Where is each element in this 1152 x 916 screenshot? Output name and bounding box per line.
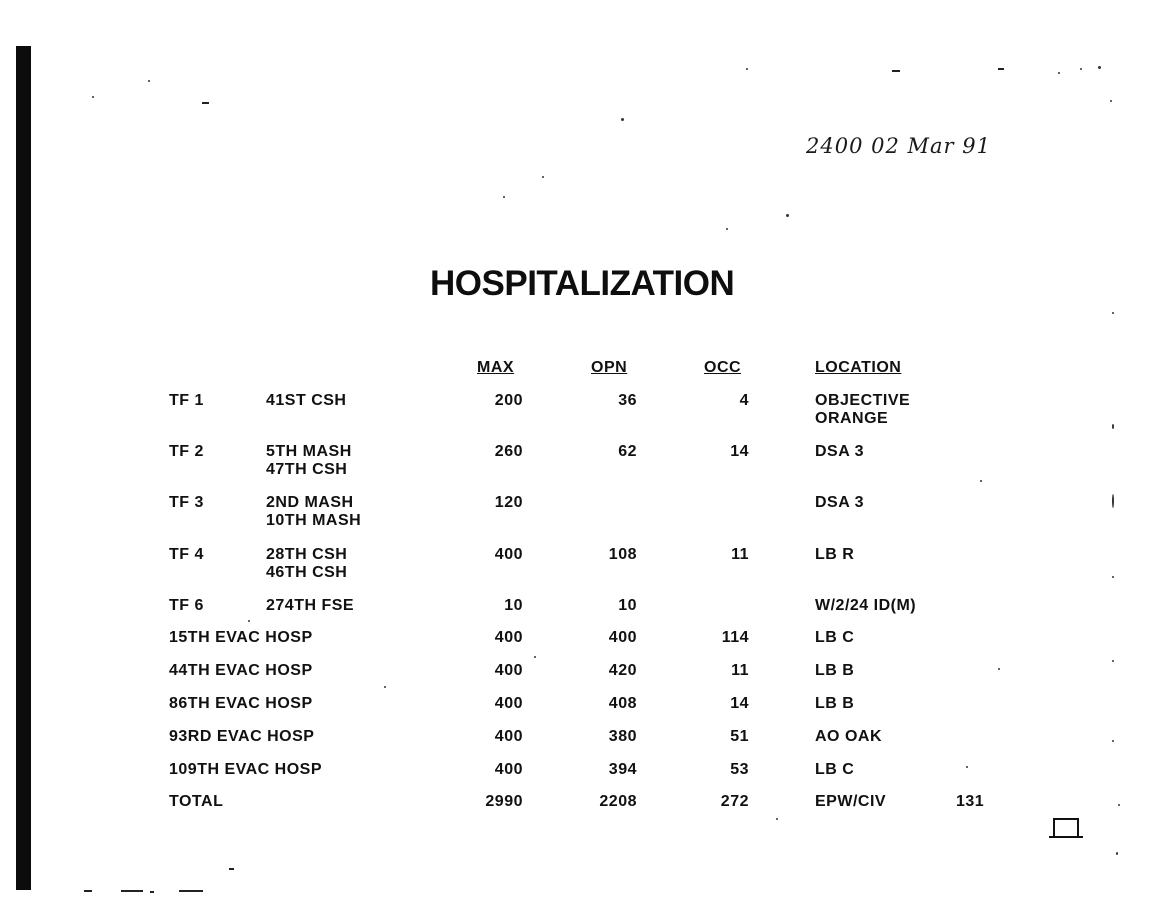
total-location: EPW/CIV [815, 793, 887, 810]
scan-speck [1112, 312, 1114, 314]
header-max: MAX [477, 359, 515, 376]
row-location: OBJECTIVE [815, 392, 911, 409]
scan-speck [726, 228, 728, 230]
scan-speck [148, 80, 150, 82]
scan-speck [150, 891, 154, 893]
row-occ: 4 [739, 392, 749, 409]
scan-speck [1112, 660, 1114, 662]
row-max: 260 [494, 443, 523, 460]
row-occ: 53 [730, 761, 749, 778]
scan-speck [980, 480, 982, 482]
row-location: DSA 3 [815, 443, 865, 460]
row-tf: 44TH EVAC HOSP [169, 662, 313, 679]
total-opn: 2208 [599, 793, 637, 810]
row-location: AO OAK [815, 728, 882, 745]
row-location: W/2/24 ID(M) [815, 597, 917, 614]
row-unit-line2: 47TH CSH [266, 461, 348, 478]
scan-speck [1110, 100, 1112, 102]
row-location-line2: ORANGE [815, 410, 889, 427]
scan-speck [384, 686, 386, 688]
row-opn: 108 [608, 546, 637, 563]
scan-speck [229, 868, 234, 870]
row-tf: 109TH EVAC HOSP [169, 761, 323, 778]
row-opn: 400 [608, 629, 637, 646]
row-occ: 11 [731, 662, 749, 679]
scan-speck [998, 668, 1000, 670]
scan-speck [84, 890, 92, 892]
row-max: 400 [494, 728, 523, 745]
row-opn: 394 [608, 761, 637, 778]
row-max: 400 [494, 662, 523, 679]
scan-speck [746, 68, 748, 70]
total-label: TOTAL [169, 793, 224, 810]
row-unit: 28TH CSH [266, 546, 348, 563]
header-occ: OCC [704, 359, 742, 376]
handwritten-date-note: 2400 02 Mar 91 [806, 134, 991, 158]
page-corner-mark [1053, 818, 1079, 838]
row-tf: TF 4 [169, 546, 204, 563]
scan-speck [786, 214, 789, 217]
row-max: 400 [494, 546, 523, 563]
row-opn: 420 [608, 662, 637, 679]
row-opn: 36 [618, 392, 637, 409]
row-opn: 408 [608, 695, 637, 712]
scan-speck [202, 102, 209, 104]
row-unit: 5TH MASH [266, 443, 352, 460]
row-occ: 14 [730, 443, 749, 460]
scan-speck [92, 96, 94, 98]
scan-edge-bar [16, 46, 31, 890]
row-occ: 114 [721, 629, 749, 646]
scan-speck [892, 70, 900, 72]
scan-speck [542, 176, 544, 178]
row-max: 400 [494, 761, 523, 778]
scan-speck [1058, 72, 1060, 74]
total-occ: 272 [720, 793, 749, 810]
row-unit: 2ND MASH [266, 494, 354, 511]
row-occ: 11 [731, 546, 749, 563]
row-tf: TF 2 [169, 443, 204, 460]
row-unit-line2: 46TH CSH [266, 564, 348, 581]
row-occ: 14 [730, 695, 749, 712]
row-max: 400 [494, 695, 523, 712]
row-location: DSA 3 [815, 494, 865, 511]
scan-speck [1118, 804, 1120, 806]
row-tf: TF 6 [169, 597, 204, 614]
scan-speck [1098, 66, 1101, 69]
row-opn: 62 [618, 443, 637, 460]
row-tf: 93RD EVAC HOSP [169, 728, 315, 745]
row-unit-line2: 10TH MASH [266, 512, 362, 529]
row-opn: 10 [618, 597, 637, 614]
row-opn: 380 [608, 728, 637, 745]
row-max: 200 [494, 392, 523, 409]
scan-speck [966, 766, 968, 768]
row-unit: 41ST CSH [266, 392, 347, 409]
row-tf: 86TH EVAC HOSP [169, 695, 313, 712]
header-opn: OPN [591, 359, 628, 376]
row-location: LB C [815, 629, 855, 646]
page-title: HOSPITALIZATION [430, 264, 735, 303]
row-location: LB B [815, 695, 855, 712]
scan-speck [1080, 68, 1082, 70]
row-max: 120 [494, 494, 523, 511]
scan-speck [121, 890, 143, 892]
scan-speck [1112, 494, 1114, 508]
scan-speck [1112, 576, 1114, 578]
scan-speck [1112, 424, 1114, 429]
row-location: LB B [815, 662, 855, 679]
row-tf: TF 3 [169, 494, 204, 511]
row-max: 10 [504, 597, 523, 614]
header-location: LOCATION [815, 359, 902, 376]
scan-speck [248, 620, 250, 622]
row-unit: 274TH FSE [266, 597, 355, 614]
row-tf: TF 1 [169, 392, 204, 409]
total-max: 2990 [485, 793, 523, 810]
scan-speck [503, 196, 505, 198]
row-occ: 51 [730, 728, 749, 745]
row-tf: 15TH EVAC HOSP [169, 629, 313, 646]
scan-speck [179, 890, 203, 892]
scan-speck [1116, 852, 1118, 855]
total-extra: 131 [956, 793, 985, 810]
scan-speck [1112, 740, 1114, 742]
scan-speck [998, 68, 1004, 70]
row-location: LB R [815, 546, 855, 563]
scan-speck [776, 818, 778, 820]
scan-speck [534, 656, 536, 658]
row-location: LB C [815, 761, 855, 778]
scan-speck [621, 118, 624, 121]
row-max: 400 [494, 629, 523, 646]
